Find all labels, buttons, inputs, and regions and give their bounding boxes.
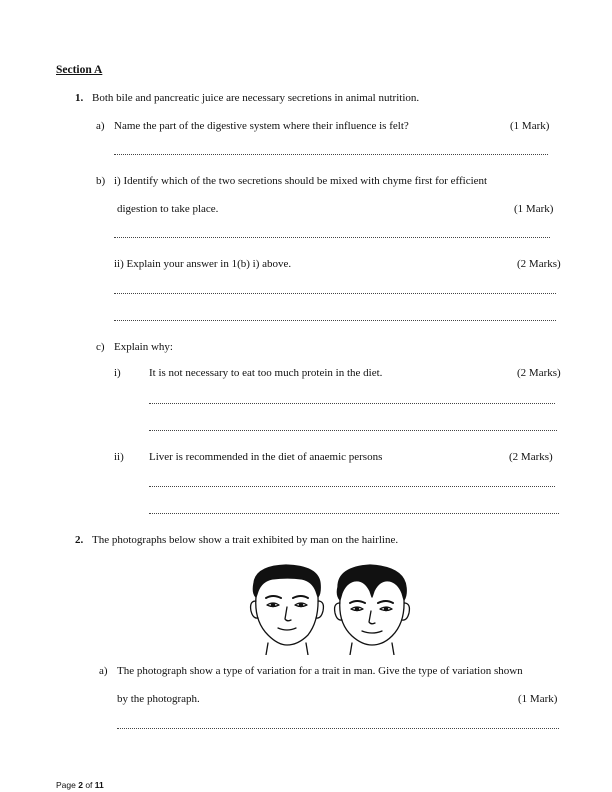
face-straight-hairline-icon — [251, 565, 324, 655]
q1c-ii-answer-line-2[interactable] — [149, 512, 559, 514]
q1a-marks: (1 Mark) — [510, 120, 550, 132]
face-widows-peak-icon — [335, 565, 410, 655]
q1c-ii-text: Liver is recommended in the diet of anaemic persons — [149, 451, 383, 463]
q1c-label: c) — [96, 341, 105, 353]
footer-prefix: Page — [56, 780, 79, 790]
q1c-i-answer-line-1[interactable] — [149, 402, 555, 404]
q1a-text: Name the part of the digestive system where their influence is felt? — [114, 120, 409, 132]
footer-page-number: 2 — [78, 780, 83, 790]
hairline-faces-illustration — [246, 563, 414, 655]
footer-total-pages: 11 — [94, 780, 104, 790]
q1b-i-answer-line[interactable] — [114, 236, 550, 238]
q2a-label: a) — [99, 665, 108, 677]
q1c-ii-answer-line-1[interactable] — [149, 485, 555, 487]
footer-of: of — [82, 780, 95, 790]
q1b-i-line1: i) Identify which of the two secretions should be mixed with chyme first for efficient — [114, 175, 488, 187]
q2a-line2: by the photograph. — [117, 693, 200, 705]
q1-number: 1. — [75, 92, 84, 104]
q1b-i-line2: digestion to take place. — [117, 203, 219, 215]
q1b-ii-answer-line-1[interactable] — [114, 292, 556, 294]
q1c-i-marks: (2 Marks) — [517, 367, 561, 379]
q1c-ii-label: ii) — [114, 451, 124, 463]
q1b-ii-marks: (2 Marks) — [517, 258, 561, 270]
q1a-label: a) — [96, 120, 105, 132]
q1b-label: b) — [96, 175, 106, 187]
q2a-answer-line[interactable] — [117, 727, 559, 729]
page-footer — [56, 780, 104, 790]
q1b-i-marks: (1 Mark) — [514, 203, 554, 215]
q1c-i-text: It is not necessary to eat too much protein in the diet. — [149, 367, 383, 379]
q1c-text: Explain why: — [114, 341, 173, 353]
q1b-ii-text: ii) Explain your answer in 1(b) i) above. — [114, 258, 292, 270]
q2a-line1: The photograph show a type of variation for a trait in man. Give the type of variation shown — [117, 665, 523, 677]
q1c-i-answer-line-2[interactable] — [149, 429, 557, 431]
q1c-ii-marks: (2 Marks) — [509, 451, 553, 463]
q2a-marks: (1 Mark) — [518, 693, 558, 705]
q1b-ii-answer-line-2[interactable] — [114, 319, 556, 321]
section-title: Section A — [56, 64, 103, 76]
q1a-answer-line[interactable] — [114, 153, 548, 155]
q1c-i-label: i) — [114, 367, 121, 379]
q1-stem: Both bile and pancreatic juice are necessary secretions in animal nutrition. — [92, 92, 420, 104]
q2-stem: The photographs below show a trait exhibited by man on the hairline. — [92, 534, 399, 546]
q2-number: 2. — [75, 534, 84, 546]
